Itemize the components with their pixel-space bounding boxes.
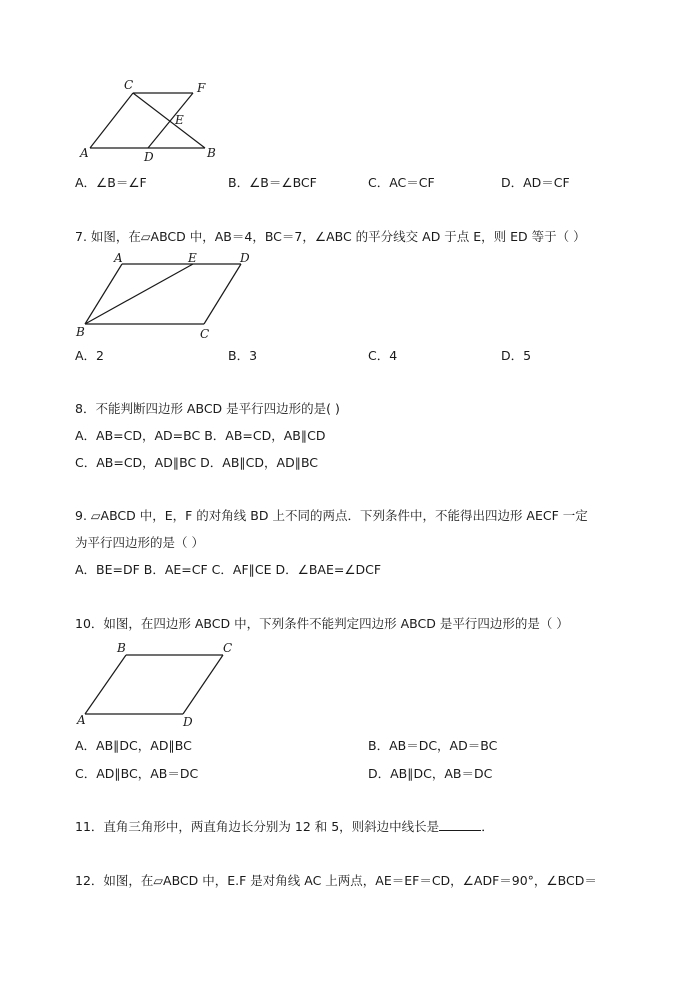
q8-options-line1: A．AB=CD，AD=BC B．AB=CD，AB∥CD: [75, 428, 326, 443]
q7-option-c: C．4: [368, 348, 398, 363]
q11-answer-blank: [439, 818, 481, 831]
q6-option-c: C．AC＝CF: [368, 175, 435, 190]
q6-label-a: A: [80, 146, 89, 160]
q6-label-c: C: [124, 78, 134, 92]
q12-question-text: 12．如图，在▱ABCD 中，E.F 是对角线 AC 上两点，AE＝EF＝CD，∠ADF＝90°，∠BCD＝: [75, 873, 597, 888]
q11-text-before: 11．直角三角形中，两直角边长分别为 12 和 5，则斜边中线长是: [75, 819, 440, 834]
q6-option-a: A．∠B＝∠F: [75, 175, 147, 190]
q7-option-b: B．3: [228, 348, 258, 363]
q10-option-c: C．AD∥BC，AB＝DC: [75, 766, 199, 781]
q9-options: A．BE=DF B．AE=CF C．AF∥CE D．∠BAE=∠DCF: [75, 562, 382, 577]
q10-option-b: B．AB＝DC，AD＝BC: [368, 738, 498, 753]
q7-label-a: A: [114, 251, 123, 265]
q6-option-b: B．∠B＝∠BCF: [228, 175, 317, 190]
q10-label-b: B: [117, 641, 126, 655]
q7-option-d: D．5: [501, 348, 532, 363]
q7-question-text: 7. 如图，在▱ABCD 中，AB＝4，BC＝7，∠ABC 的平分线交 AD 于点 E，则 ED 等于（ ）: [75, 229, 586, 244]
q9-question-line2: 为平行四边形的是（ ）: [75, 535, 204, 550]
q11-question: [75, 818, 494, 836]
q10-option-d: D．AB∥DC，AB＝DC: [368, 766, 493, 781]
q9-question-line1: 9. ▱ABCD 中，E，F 的对角线 BD 上不同的两点．下列条件中，不能得出四边形 AECF 一定: [75, 508, 588, 523]
q7-label-d: D: [240, 251, 250, 265]
q7-label-c: C: [200, 327, 210, 341]
q6-option-d: D．AD＝CF: [501, 175, 570, 190]
q10-label-a: A: [77, 713, 86, 727]
q6-label-e: E: [175, 113, 184, 127]
q7-label-e: E: [188, 251, 197, 265]
q10-label-d: D: [183, 715, 193, 729]
q7-option-a: A．2: [75, 348, 105, 363]
q6-label-f: F: [197, 81, 206, 95]
q11-text-after: ．: [481, 819, 494, 834]
q7-label-b: B: [76, 325, 85, 339]
q6-label-d: D: [144, 150, 154, 164]
q10-question-text: 10．如图，在四边形 ABCD 中，下列条件不能判定四边形 ABCD 是平行四边形的是（ ）: [75, 616, 569, 631]
q6-label-b: B: [207, 146, 216, 160]
q8-question-text: 8．不能判断四边形 ABCD 是平行四边形的是( ): [75, 401, 340, 416]
q10-option-a: A．AB∥DC，AD∥BC: [75, 738, 192, 753]
q10-label-c: C: [223, 641, 233, 655]
q8-options-line2: C．AB=CD，AD∥BC D．AB∥CD，AD∥BC: [75, 455, 319, 470]
